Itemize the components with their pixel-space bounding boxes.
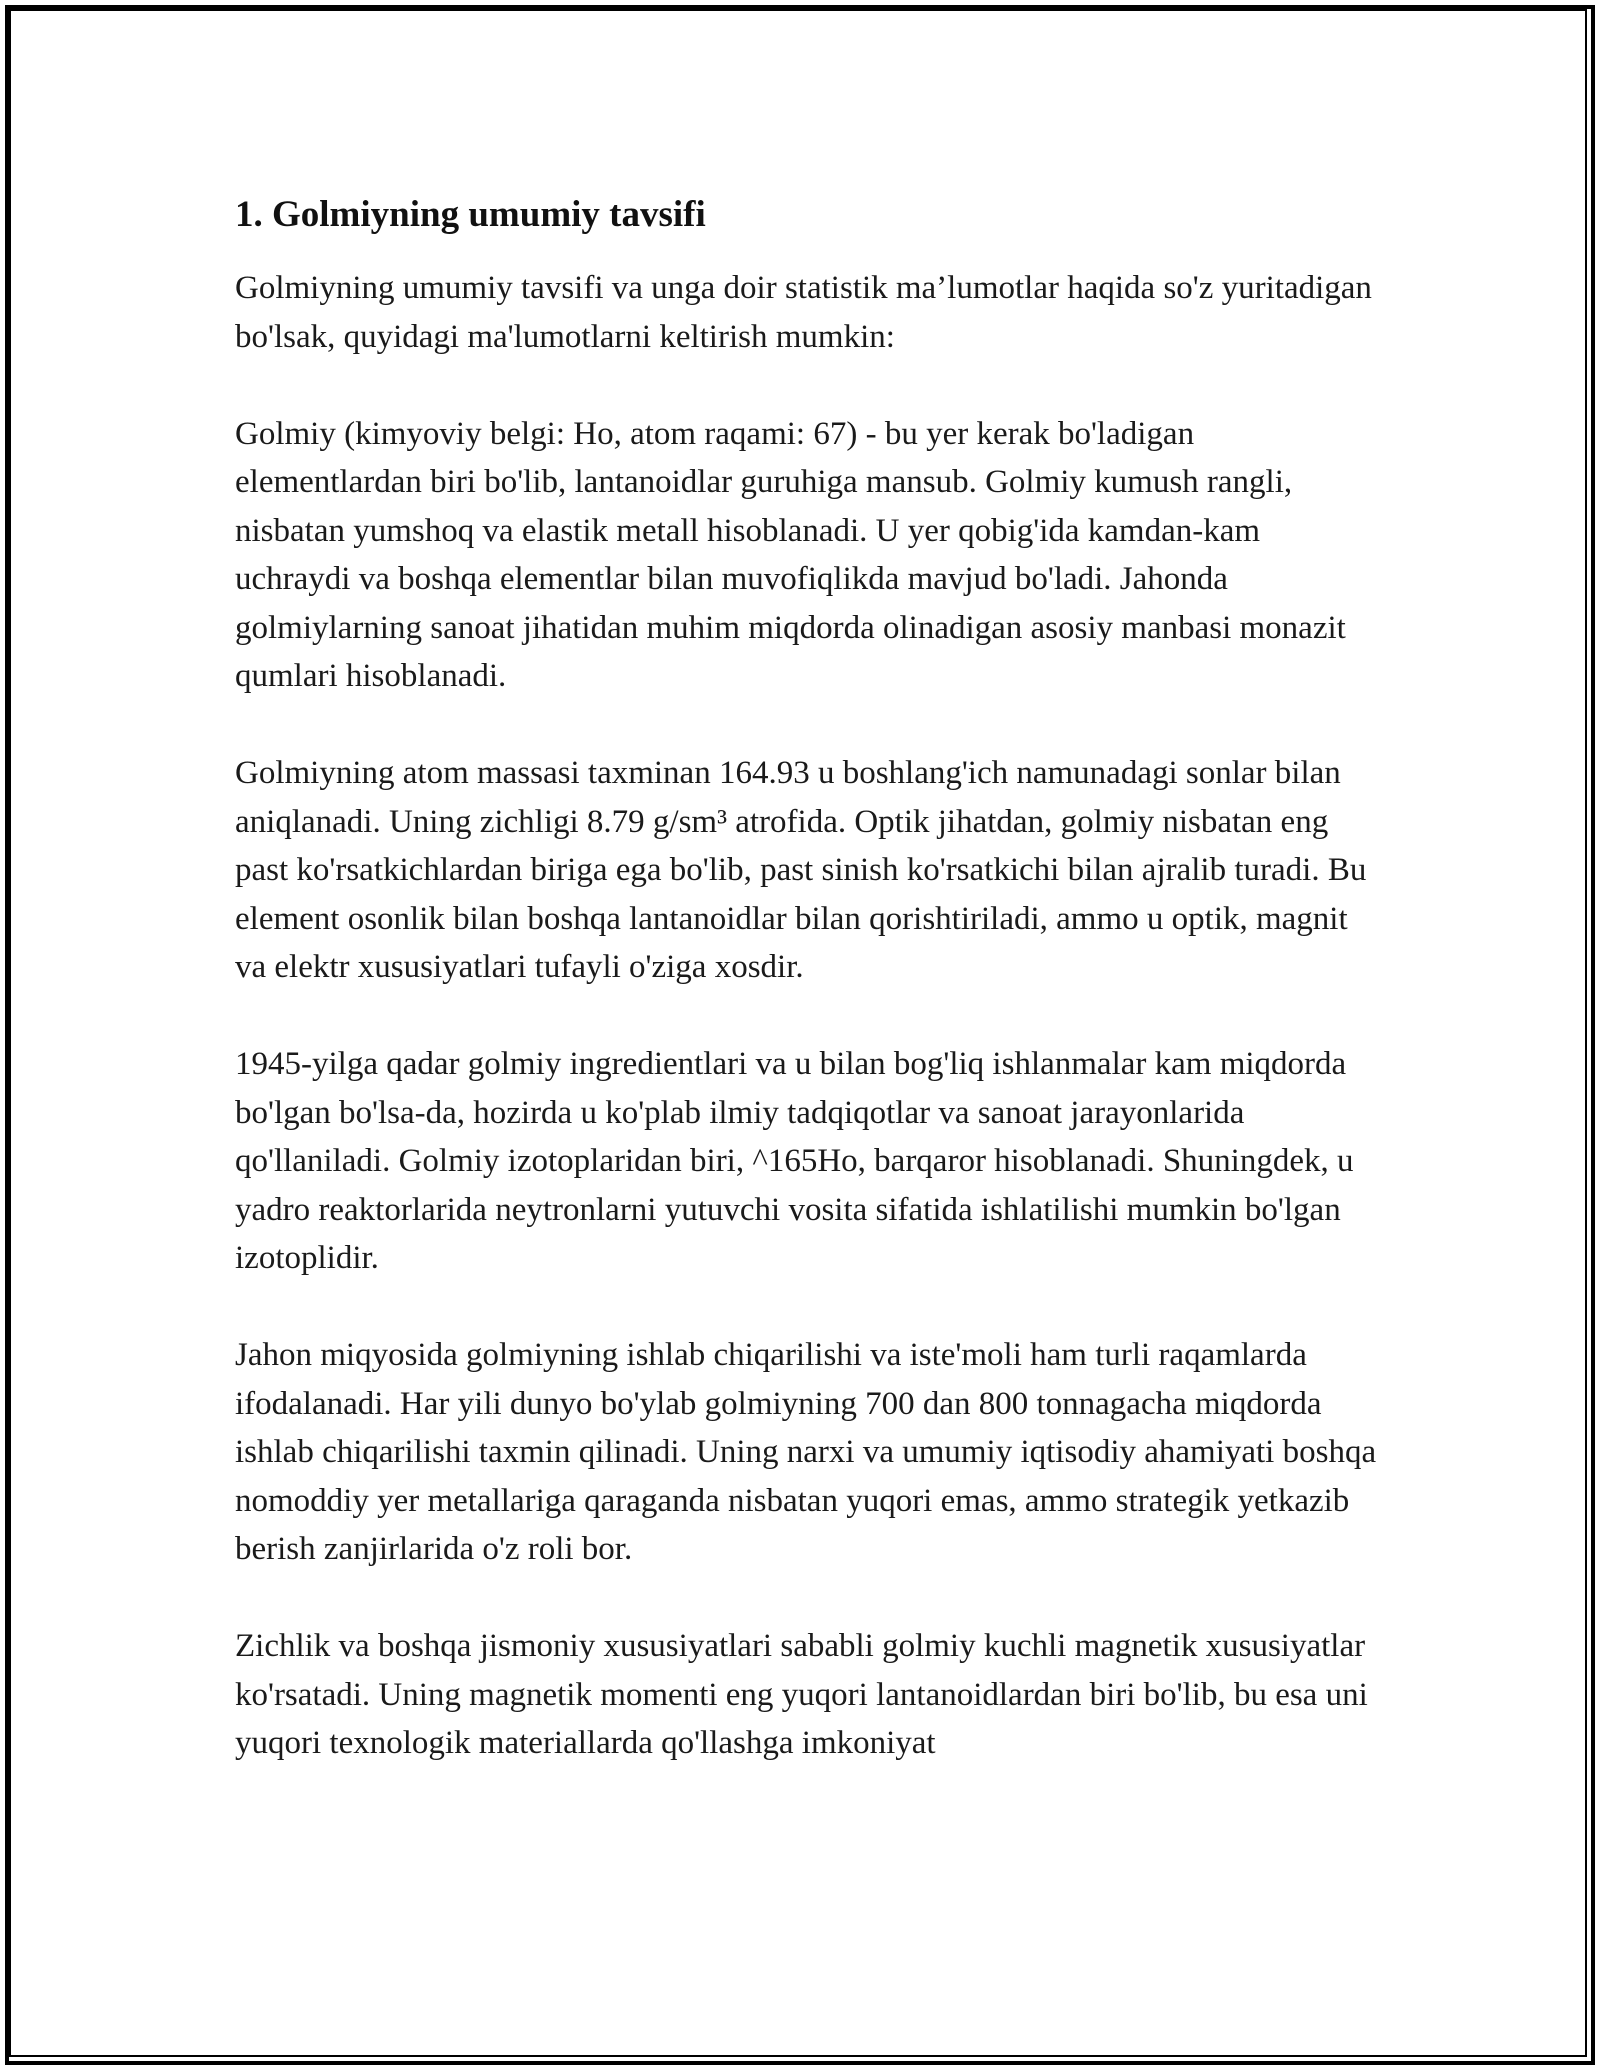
document-body [235, 190, 1380, 1816]
paragraph-intro: Golmiyning umumiy tavsifi va unga doir statistik ma’lumotlar haqida so'z yuritadigan bo'lsak, quyidagi ma'lumotlarni keltirish mumkin: [235, 270, 1372, 355]
paragraph-properties: Golmiyning atom massasi taxminan 164.93 u boshlang'ich namunadagi sonlar bilan aniqlanadi. Uning zichligi 8.79 g/sm³ atrofida. Optik jihatdan, golmiy nisbatan eng past ko'rsatkichlardan biriga ega bo'lib, past sinish ko'rsatkichi bilan ajralib turadi. Bu element osonlik bilan boshqa lantanoidlar bilan qorishtiriladi, ammo u optik, magnit va elektr xususiyatlari tufayli o'ziga xosdir. [235, 755, 1367, 985]
paragraph-general: Golmiy (kimyoviy belgi: Ho, atom raqami: 67) - bu yer kerak bo'ladigan elementlardan biri bo'lib, lantanoidlar guruhiga mansub. Golmiy kumush rangli, nisbatan yumshoq va elastik metall hisoblanadi. U yer qobig'ida kamdan-kam uchraydi va boshqa elementlar bilan muvofiqlikda mavjud bo'ladi. Jahonda golmiylarning sanoat jihatidan muhim miqdorda olinadigan asosiy manbasi monazit qumlari hisoblanadi. [235, 415, 1346, 694]
section-heading: 1. Golmiyning umumiy tavsifi [235, 194, 706, 235]
paragraph-magnetic: Zichlik va boshqa jismoniy xususiyatlari sababli golmiy kuchli magnetik xususiyatlar ko'rsatadi. Uning magnetik momenti eng yuqori lantanoidlardan biri bo'lib, bu esa uni yuqori texnologik materiallarda qo'llashga imkoniyat [235, 1628, 1368, 1761]
paragraph-production: Jahon miqyosida golmiyning ishlab chiqarilishi va iste'moli ham turli raqamlarda ifodalanadi. Har yili dunyo bo'ylab golmiyning 700 dan 800 tonnagacha miqdorda ishlab chiqarilishi taxmin qilinadi. Uning narxi va umumiy iqtisodiy ahamiyati boshqa nomoddiy yer metallariga qaraganda nisbatan yuqori emas, ammo strategik yetkazib berish zanjirlarida o'z roli bor. [235, 1337, 1377, 1567]
paragraph-history: 1945-yilga qadar golmiy ingredientlari va u bilan bog'liq ishlanmalar kam miqdorda bo'lgan bo'lsa-da, hozirda u ko'plab ilmiy tadqiqotlar va sanoat jarayonlarida qo'llaniladi. Golmiy izotoplaridan biri, ^165Ho, barqaror hisoblanadi. Shuningdek, u yadro reaktorlarida neytronlarni yutuvchi vosita sifatida ishlatilishi mumkin bo'lgan izotoplidir. [235, 1046, 1354, 1276]
